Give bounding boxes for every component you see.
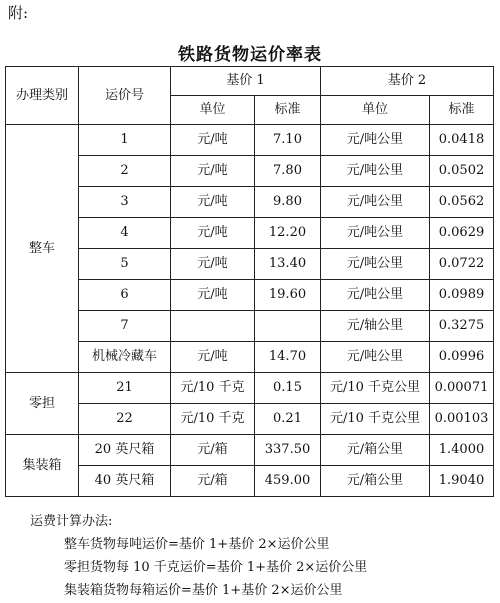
- base1-standard: 9.80: [255, 187, 321, 218]
- table-row: [6, 156, 494, 187]
- calculation-notes: [30, 510, 367, 602]
- notes-heading: 运费计算办法:: [30, 514, 113, 529]
- base1-standard: [255, 311, 321, 342]
- base1-standard: 14.70: [255, 342, 321, 373]
- base2-standard: 0.0562: [430, 187, 494, 218]
- base2-standard: 0.00103: [430, 404, 494, 435]
- base2-standard: 1.4000: [430, 435, 494, 466]
- base1-standard: 13.40: [255, 249, 321, 280]
- base1-unit: 元/吨: [171, 218, 255, 249]
- base2-unit: 元/10 千克公里: [321, 404, 430, 435]
- base1-standard: 7.80: [255, 156, 321, 187]
- base2-unit: 元/箱公里: [321, 435, 430, 466]
- base2-standard: 1.9040: [430, 466, 494, 497]
- header-unit-2: 单位: [321, 96, 430, 125]
- header-standard-1: 标准: [255, 96, 321, 125]
- rate-no: 40 英尺箱: [79, 466, 171, 497]
- base2-unit: 元/吨公里: [321, 218, 430, 249]
- rate-no: 3: [79, 187, 171, 218]
- group-less-than-carload: 零担: [6, 373, 79, 435]
- page-title: 铁路货物运价率表: [178, 45, 322, 65]
- base1-standard: 0.15: [255, 373, 321, 404]
- group-whole-car: 整车: [6, 125, 79, 373]
- base2-standard: 0.0989: [430, 280, 494, 311]
- rate-no: 5: [79, 249, 171, 280]
- rate-no: 6: [79, 280, 171, 311]
- base1-unit: 元/10 千克: [171, 373, 255, 404]
- base2-unit: 元/吨公里: [321, 342, 430, 373]
- base1-standard: 337.50: [255, 435, 321, 466]
- header-category: 办理类别: [6, 67, 79, 125]
- base1-unit: 元/箱: [171, 435, 255, 466]
- base1-unit: 元/吨: [171, 125, 255, 156]
- rate-no: 1: [79, 125, 171, 156]
- table-row: [6, 466, 494, 497]
- base2-unit: 元/吨公里: [321, 156, 430, 187]
- table-row: [6, 249, 494, 280]
- base2-standard: 0.0629: [430, 218, 494, 249]
- table-row: [6, 342, 494, 373]
- header-base1: 基价 1: [171, 67, 321, 96]
- rate-no: 21: [79, 373, 171, 404]
- base1-unit: 元/吨: [171, 342, 255, 373]
- base1-unit: [171, 311, 255, 342]
- rate-table: [5, 66, 494, 497]
- table-row: [6, 404, 494, 435]
- note-line: 集装箱货物每箱运价=基价 1+基价 2×运价公里: [64, 583, 343, 598]
- base1-unit: 元/箱: [171, 466, 255, 497]
- note-line: 零担货物每 10 千克运价=基价 1+基价 2×运价公里: [64, 560, 368, 575]
- table-row: [6, 280, 494, 311]
- rate-no: 4: [79, 218, 171, 249]
- base2-standard: 0.3275: [430, 311, 494, 342]
- base1-standard: 459.00: [255, 466, 321, 497]
- base1-standard: 7.10: [255, 125, 321, 156]
- table-row: [6, 311, 494, 342]
- base2-standard: 0.0502: [430, 156, 494, 187]
- base1-unit: 元/10 千克: [171, 404, 255, 435]
- rate-no: 2: [79, 156, 171, 187]
- header-unit-1: 单位: [171, 96, 255, 125]
- note-line: 整车货物每吨运价=基价 1+基价 2×运价公里: [64, 537, 330, 552]
- base2-unit: 元/吨公里: [321, 249, 430, 280]
- rate-no: 20 英尺箱: [79, 435, 171, 466]
- attachment-label: 附:: [8, 4, 29, 22]
- base2-standard: 0.0722: [430, 249, 494, 280]
- base1-standard: 12.20: [255, 218, 321, 249]
- base1-standard: 0.21: [255, 404, 321, 435]
- base2-unit: 元/吨公里: [321, 187, 430, 218]
- base2-standard: 0.00071: [430, 373, 494, 404]
- base2-unit: 元/10 千克公里: [321, 373, 430, 404]
- rate-no: 22: [79, 404, 171, 435]
- group-container: 集装箱: [6, 435, 79, 497]
- base1-unit: 元/吨: [171, 156, 255, 187]
- base2-standard: 0.0996: [430, 342, 494, 373]
- table-row: [6, 187, 494, 218]
- header-base2: 基价 2: [321, 67, 494, 96]
- base2-unit: 元/箱公里: [321, 466, 430, 497]
- base2-standard: 0.0418: [430, 125, 494, 156]
- base2-unit: 元/轴公里: [321, 311, 430, 342]
- base2-unit: 元/吨公里: [321, 280, 430, 311]
- base1-standard: 19.60: [255, 280, 321, 311]
- table-row: [6, 125, 494, 156]
- header-rate-no: 运价号: [79, 67, 171, 125]
- base1-unit: 元/吨: [171, 187, 255, 218]
- table-row: [6, 218, 494, 249]
- base2-unit: 元/吨公里: [321, 125, 430, 156]
- rate-no: 机械冷藏车: [79, 342, 171, 373]
- base1-unit: 元/吨: [171, 249, 255, 280]
- table-row: [6, 373, 494, 404]
- table-row: [6, 435, 494, 466]
- base1-unit: 元/吨: [171, 280, 255, 311]
- rate-no: 7: [79, 311, 171, 342]
- header-standard-2: 标准: [430, 96, 494, 125]
